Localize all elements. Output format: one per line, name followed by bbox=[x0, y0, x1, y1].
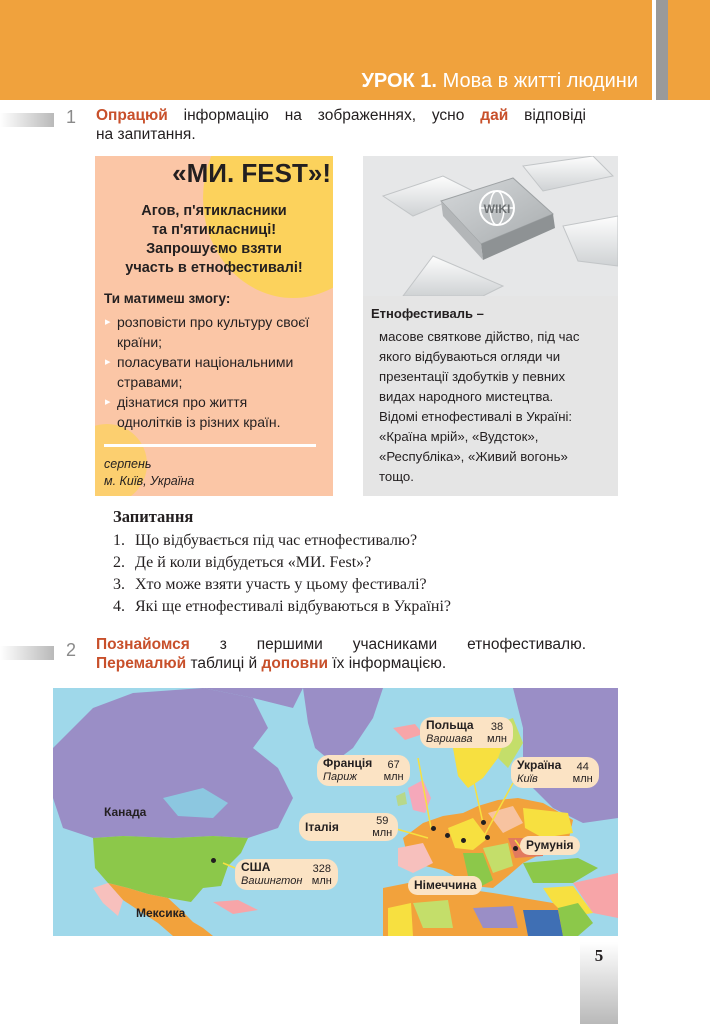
italy-pop: 59 bbox=[376, 815, 389, 827]
world-map bbox=[53, 688, 618, 936]
france-unit: млн bbox=[383, 770, 404, 783]
poster-divider bbox=[104, 444, 316, 447]
task-1-instruction bbox=[96, 106, 586, 144]
task-1-verb-1: Опрацюй bbox=[96, 107, 168, 124]
question-text: Де й коли відбудеться «МИ. Fest»? bbox=[135, 554, 372, 571]
task-1-verb-2: дай bbox=[480, 107, 509, 124]
kyiv-dot bbox=[485, 835, 490, 840]
task-2-line-1 bbox=[96, 635, 586, 654]
ukraine-capital: Київ bbox=[517, 773, 538, 785]
poster-invite-line: Агов, п'ятикласники bbox=[141, 203, 287, 219]
wiki-line: Відомі етнофестивалі в Україні: bbox=[379, 409, 573, 424]
poster-item-line: поласувати національними bbox=[117, 354, 294, 370]
poster-place: м. Київ, Україна bbox=[104, 474, 195, 488]
berlin-dot bbox=[445, 833, 450, 838]
task-2-verb-1: Познайомся bbox=[96, 636, 190, 653]
label-mexico: Мексика bbox=[136, 906, 186, 920]
wiki-line: якого відбуваються огляди чи bbox=[379, 349, 561, 364]
ukraine-unit: млн bbox=[572, 772, 593, 785]
usa-unit: млн bbox=[311, 874, 332, 887]
poster-invite-line: та п'ятикласниці! bbox=[151, 222, 277, 238]
task-2-number: 2 bbox=[66, 640, 77, 660]
question-text: Які ще етнофестивалі відбуваються в Україні? bbox=[135, 598, 452, 615]
france-name: Франція bbox=[323, 756, 373, 770]
bucharest-dot bbox=[513, 846, 518, 851]
germany-name: Німеччина bbox=[414, 878, 477, 892]
washington-dot bbox=[211, 858, 216, 863]
question-number: 4. bbox=[113, 598, 125, 615]
question-number: 3. bbox=[113, 576, 125, 593]
poster-item-line: однолітків із різних країн. bbox=[117, 414, 281, 430]
romania-name: Румунія bbox=[526, 838, 574, 852]
wiki-line: «Республіка», «Живий вогонь» bbox=[379, 449, 568, 464]
poland-unit: млн bbox=[486, 732, 508, 745]
ukraine-pop: 44 bbox=[576, 760, 589, 773]
lesson-title: Мова в житті людини bbox=[442, 70, 638, 92]
bullet-arrow-icon: ▸ bbox=[105, 356, 111, 368]
question-text: Хто може взяти участь у цьому фестивалі? bbox=[135, 576, 427, 593]
question-item bbox=[113, 553, 371, 573]
usa-capital: Вашингтон bbox=[241, 875, 303, 887]
wiki-line: «Країна мрій», «Вудсток», bbox=[379, 429, 539, 444]
tag-poland bbox=[420, 717, 513, 748]
task-1-marker-bar bbox=[0, 113, 54, 127]
usa-name: США bbox=[241, 860, 271, 874]
paris-dot bbox=[431, 826, 436, 831]
poster-list-item bbox=[105, 352, 332, 392]
task-2-verb-2: Перемалюй bbox=[96, 655, 187, 672]
task-1-text-2: відповіді bbox=[524, 107, 586, 124]
wiki-key-label: WIKI bbox=[483, 202, 511, 216]
question-item bbox=[113, 597, 451, 617]
tag-italy bbox=[299, 813, 398, 841]
lesson-heading bbox=[361, 70, 638, 93]
task-2-marker-bar bbox=[0, 646, 54, 660]
tag-france bbox=[317, 755, 410, 786]
ukraine-name: Україна bbox=[517, 758, 562, 772]
tag-germany bbox=[408, 876, 482, 895]
question-item bbox=[113, 575, 427, 595]
bullet-arrow-icon: ▸ bbox=[105, 396, 111, 408]
italy-unit: млн bbox=[372, 827, 393, 839]
wiki-term: Етнофестиваль – bbox=[371, 306, 484, 321]
page-number: 5 bbox=[594, 946, 604, 965]
header-side-stripe bbox=[656, 0, 668, 100]
tag-usa bbox=[235, 859, 338, 890]
wiki-line: тощо. bbox=[379, 469, 414, 484]
wiki-definition bbox=[379, 327, 611, 487]
poster-lead: Ти матимеш змогу: bbox=[104, 291, 231, 306]
poster-invitation bbox=[103, 202, 325, 278]
task-1-line-1 bbox=[96, 106, 586, 125]
wiki-line: масове святкове дійство, під час bbox=[379, 329, 580, 344]
questions-title: Запитання bbox=[113, 507, 194, 526]
lesson-label: УРОК 1. bbox=[361, 70, 437, 92]
question-text: Що відбувається під час етнофестивалю? bbox=[135, 532, 418, 549]
task-2-text-1: з першими учасниками етнофестивалю. bbox=[219, 636, 586, 653]
task-2-instruction bbox=[96, 635, 586, 673]
wiki-keyboard-image bbox=[363, 156, 618, 296]
bullet-arrow-icon: ▸ bbox=[105, 316, 111, 328]
poland-pop: 38 bbox=[490, 720, 504, 733]
poster-date-place bbox=[104, 456, 194, 490]
usa-pop: 328 bbox=[312, 862, 331, 875]
poster-invite-line: Запрошуємо взяти bbox=[146, 241, 282, 257]
task-1-text-1: інформацію на зображеннях, усно bbox=[183, 107, 465, 124]
poster-item-line: країни; bbox=[117, 334, 163, 350]
wiki-definition-box bbox=[363, 156, 618, 496]
france-pop: 67 bbox=[387, 758, 400, 771]
label-canada: Канада bbox=[104, 805, 147, 819]
rome-dot bbox=[461, 838, 466, 843]
question-number: 2. bbox=[113, 554, 125, 571]
question-number: 1. bbox=[113, 532, 125, 549]
poster-item-line: розповісти про культуру своєї bbox=[117, 314, 310, 330]
poster-item-line: стравами; bbox=[117, 374, 183, 390]
poster-list-item bbox=[105, 312, 332, 352]
question-item bbox=[113, 531, 417, 551]
task-2-text-2: таблиці й bbox=[190, 655, 258, 672]
italy-name: Італія bbox=[305, 819, 339, 834]
tag-ukraine bbox=[511, 757, 599, 788]
task-1-number: 1 bbox=[66, 107, 77, 127]
poster-month: серпень bbox=[104, 457, 152, 471]
tag-romania bbox=[520, 836, 580, 855]
poland-capital: Варшава bbox=[426, 733, 473, 745]
task-1-line-2: на запитання. bbox=[96, 126, 196, 143]
wiki-line: презентації здобутків у певних bbox=[379, 369, 566, 384]
warsaw-dot bbox=[481, 820, 486, 825]
poster-item-line: дізнатися про життя bbox=[117, 394, 248, 410]
poster-title: «МИ. FEST»! bbox=[172, 158, 331, 188]
poster-list-item bbox=[105, 392, 332, 432]
task-2-verb-3: доповни bbox=[261, 655, 329, 672]
poster-invite-line: участь в етнофестивалі! bbox=[125, 260, 303, 276]
wiki-line: видах народного мистецтва. bbox=[379, 389, 554, 404]
france-capital: Париж bbox=[323, 771, 357, 783]
poland-name: Польща bbox=[426, 718, 474, 732]
task-2-line-2 bbox=[96, 654, 586, 673]
task-2-text-3: їх інформацією. bbox=[332, 655, 447, 672]
header-side-block bbox=[668, 0, 710, 100]
festival-poster bbox=[95, 156, 333, 496]
